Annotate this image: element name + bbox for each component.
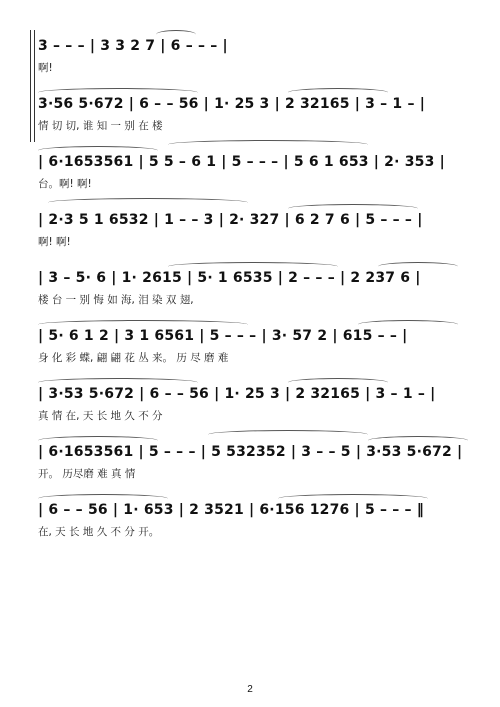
lyrics-line: 真 情 在, 天 长 地 久 不 分 — [38, 410, 163, 422]
score-row-6 — [38, 320, 468, 380]
score-row-8 — [38, 436, 468, 496]
slur — [208, 430, 368, 439]
lyrics-line: 啊! — [38, 62, 53, 74]
notation-line: | 6·1653561 | 5 5 – 6 1 | 5 – – – | 5 6 1 653 | 2· 353 | — [38, 154, 445, 170]
notation-line: | 3 – 5· 6 | 1· 2615 | 5· 1 6535 | 2 – – – | 2 237 6 | — [38, 270, 421, 286]
notation-line: 3 – – – | 3 3 2 7 | 6 – – – | — [38, 38, 228, 54]
page-number: 2 — [247, 684, 253, 695]
slur — [48, 198, 248, 207]
score-row-2 — [38, 88, 468, 148]
notation-line: | 5· 6 1 2 | 3 1 6561 | 5 – – – | 3· 57 2 | 615 – – | — [38, 328, 408, 344]
notation-line: | 6 – – 56 | 1· 653 | 2 3521 | 6·156 1276 | 5 – – – ‖ — [38, 502, 424, 518]
system-bracket — [30, 30, 35, 142]
slur — [168, 140, 368, 149]
score-row-7 — [38, 378, 468, 438]
notation-line: | 6·1653561 | 5 – – – | 5 532352 | 3 – – 5 | 3·53 5·672 | — [38, 444, 463, 460]
lyrics-line: 在, 天 长 地 久 不 分 开。 — [38, 526, 160, 538]
lyrics-line: 开。 历尽磨 难 真 情 — [38, 468, 136, 480]
lyrics-line: 情 切 切, 谁 知 一 别 在 楼 — [38, 120, 163, 132]
score-row-3 — [38, 146, 468, 206]
notation-line: 3·56 5·672 | 6 – – 56 | 1· 25 3 | 2 32165 | 3 – 1 – | — [38, 96, 426, 112]
score-row-5 — [38, 262, 468, 322]
notation-line: | 3·53 5·672 | 6 – – 56 | 1· 25 3 | 2 32165 | 3 – 1 – | — [38, 386, 436, 402]
lyrics-line: 身 化 彩 蝶, 翩 翩 花 丛 来。 历 尽 磨 难 — [38, 352, 229, 364]
lyrics-line: 啊! 啊! — [38, 236, 71, 248]
notation-line: | 2·3 5 1 6532 | 1 – – 3 | 2· 327 | 6 2 7 6 | 5 – – – | — [38, 212, 423, 228]
lyrics-line: 楼 台 一 别 悔 如 海, 泪 染 双 翅, — [38, 294, 194, 306]
lyrics-line: 台。啊! 啊! — [38, 178, 92, 190]
score-row-1 — [38, 30, 468, 90]
score-row-4 — [38, 204, 468, 264]
score-row-9 — [38, 494, 468, 554]
